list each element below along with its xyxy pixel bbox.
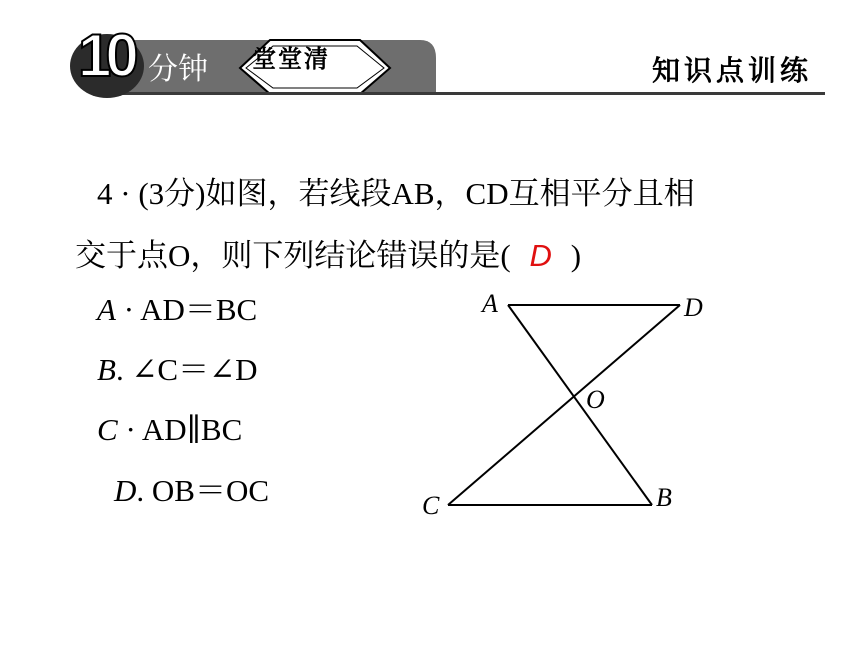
minutes-unit: 分钟 [148,52,208,87]
question-line-1: 4 · (3分)如图，若线段AB，CD互相平分且相 [97,176,695,211]
section-label: 知识点训练 [652,54,813,87]
option-b [97,354,257,385]
segment-cd [448,305,680,505]
option-text: AD∥BC [141,412,243,447]
option-separator: · [115,292,141,327]
segment-ab [508,305,652,505]
label-c: C [422,491,440,520]
tab-label: 堂堂清 [252,45,330,73]
option-a [97,294,257,325]
label-d: D [684,293,703,322]
question-line-2-suffix: ) [570,238,582,273]
question-line-2-prefix: 交于点O，则下列结论错误的是( [75,238,511,273]
option-letter: D [114,473,137,508]
option-text: OB＝OC [151,473,270,508]
geometry-diagram [420,280,740,530]
option-separator: · [117,412,142,447]
option-letter: A [97,292,116,327]
label-a: A [482,289,498,318]
minutes-number: 10 [78,22,133,89]
option-separator: . [136,473,152,508]
label-b: B [656,483,672,512]
option-d [114,475,269,506]
question-text [75,163,775,287]
option-text: AD＝BC [140,292,258,327]
option-c [97,414,242,445]
option-letter: B [97,352,116,387]
label-o: O [586,385,605,414]
option-letter: C [97,412,118,447]
option-separator: . [115,352,132,387]
header-rule [100,92,825,95]
question-line-2 [75,225,775,287]
option-text: ∠C＝∠D [131,352,258,387]
answer-mark: D [529,238,552,273]
